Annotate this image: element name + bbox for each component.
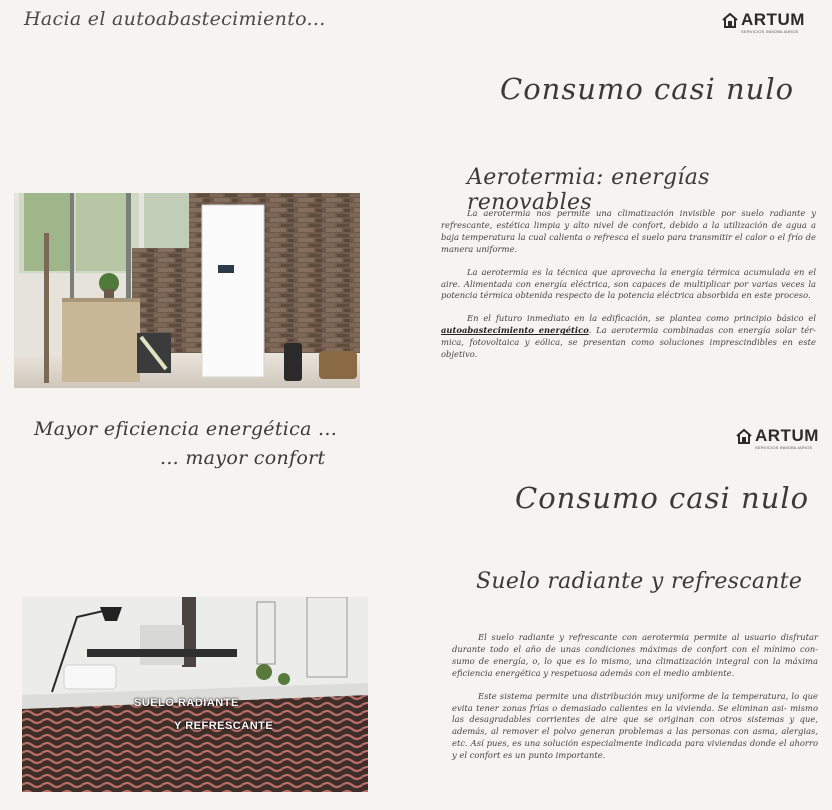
artum-logo bbox=[722, 12, 805, 34]
image-caption-line-2: Y REFRESCANTE bbox=[174, 720, 274, 732]
radiant-floor-illustration bbox=[22, 597, 368, 792]
artum-logo-2 bbox=[736, 428, 819, 450]
house-logo-icon bbox=[722, 12, 738, 28]
section1-paragraph-1: La aerotermia nos permite una climatización invisible por suelo radiante y refrescante, estética limpia y alto nivel de confort, debido a la utilización de agua a baja temperatura la cual calienta o refresca el suelo para transmitir el calor o el frío de manera uniforme. bbox=[441, 208, 816, 254]
house-logo-icon bbox=[736, 428, 752, 444]
section2-subtitle: Suelo radiante y refrescante bbox=[476, 569, 803, 594]
slogan-line-2: ... mayor confort bbox=[160, 447, 326, 469]
slogan-line-1: Mayor eficiencia energética ... bbox=[34, 418, 338, 440]
logo-name: ARTUM bbox=[741, 10, 805, 29]
logo-tagline: SERVICIOS INMOBILIARIOS bbox=[741, 29, 799, 34]
image-caption-line-1: SUELO RADIANTE bbox=[134, 697, 239, 709]
section1-paragraph-2: La aerotermia es la técnica que aprovecha la energía térmica acumulada en el aire. Alimentada con energía eléctrica, son capaces de multiplicar por varias veces la potencia térmica obtenida respecto de la potencia eléctrica absorbida en este proceso. bbox=[441, 266, 816, 301]
section2-body bbox=[452, 632, 818, 773]
section2-paragraph-2: Este sistema permite una distribución muy uniforme de la temperatura, lo que evita tener zonas frías o demasiado calientes en la vivienda. Se eliminan asi- mismo las desagradables corrientes de aire que se originan con otros sistemas y que, además, al remover el polvo generan problemas a las personas con asma, alergias, etc. Así pues, es una solución especialmente indicada para viviendas donde el ahorro y el confort es un punto importante. bbox=[452, 690, 818, 761]
section2-paragraph-1: El suelo radiante y refrescante con aerotermia permite al usuario disfrutar durante todo el año de unas condiciones máximas de confort con el mínimo con- sumo de energía, o, lo que es lo mismo, una climatización integral con la máxima eficiencia energética y respetuosa además con el medio ambiente. bbox=[452, 632, 818, 678]
heat-pump-photo bbox=[14, 193, 360, 388]
section1-body bbox=[441, 208, 816, 372]
section1-title: Consumo casi nulo bbox=[500, 72, 795, 106]
logo-tagline: SERVICIOS INMOBILIARIOS bbox=[755, 445, 813, 450]
heat-pump-illustration bbox=[14, 193, 360, 388]
section1-paragraph-3: En el futuro inmediato en la edificación, se plantea como principio básico el autoabastecimiento energético. La aerotermia combinadas con energía solar tér- mica, fotovoltaica y eólica, se presentan como soluciones imprescindibles en este objetivo. bbox=[441, 313, 816, 360]
top-heading: Hacia el autoabastecimiento... bbox=[24, 8, 326, 30]
section1-subtitle: Aerotermia: energías renovables bbox=[467, 165, 710, 215]
highlight-text: autoabastecimiento energético bbox=[441, 325, 589, 336]
logo-name: ARTUM bbox=[755, 426, 819, 445]
section2-title: Consumo casi nulo bbox=[515, 481, 810, 515]
radiant-floor-photo bbox=[22, 597, 368, 792]
